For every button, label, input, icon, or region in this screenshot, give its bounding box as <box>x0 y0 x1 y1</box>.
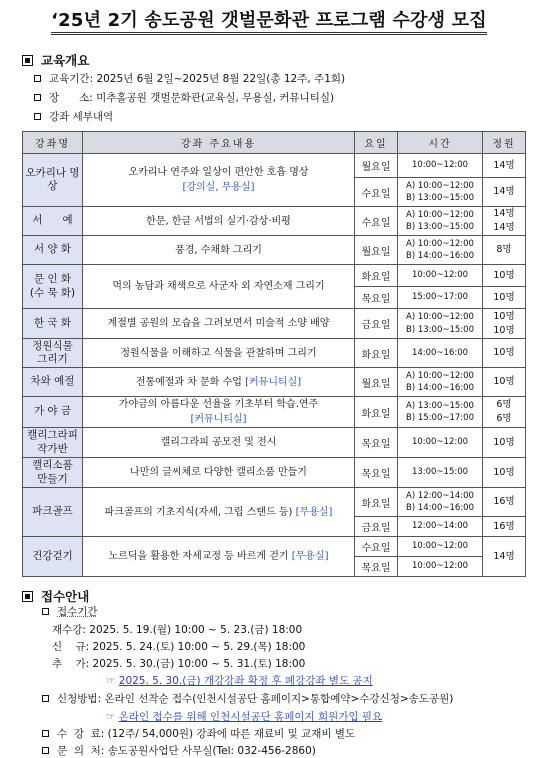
course-desc: 캘리그라피 공모전 및 전시 <box>83 428 355 458</box>
course-day: 목요일 <box>355 428 398 458</box>
course-name: 서 양 화 <box>23 236 83 265</box>
course-desc: 먹의 농담과 채색으로 사군자 외 자연소재 그리기 <box>83 265 355 309</box>
table-row <box>23 154 526 178</box>
course-desc: 가야금의 아름다운 선율을 기초부터 학습.연주 [커뮤니티실] <box>83 397 355 428</box>
header-course-desc: 강좌 주요내용 <box>83 132 355 154</box>
overview-period: 교육기간: 2025년 6월 2일~2025년 8월 22일(총 12주, 주1회) <box>34 71 345 86</box>
course-time: A) 10:00~12:00 B) 13:00~15:00 <box>398 207 483 236</box>
course-capacity: 10명 10명 <box>483 309 526 339</box>
overview-detail: 강좌 세부내역 <box>34 109 113 124</box>
course-time: A) 10:00~12:00 B) 13:00~15:00 <box>398 178 483 207</box>
enroll-contact: 문 의 처: 송도공원사업단 사무실(Tel: 032-456-2860) <box>42 743 316 758</box>
course-time: 10:00~12:00 <box>398 428 483 458</box>
course-day: 목요일 <box>355 287 398 309</box>
small-square-icon <box>42 747 49 754</box>
enroll-method: 신청방법: 온라인 선착순 접수(인천시설공단 홈페이지>통합예약>수강신청>송도공원) <box>42 691 453 706</box>
course-capacity: 10명 <box>483 287 526 309</box>
course-day: 목요일 <box>355 458 398 488</box>
enroll-note1: ☞ 2025. 5. 30.(금) 개강강좌 확정 후 폐강강좌 별도 공지 <box>106 675 373 687</box>
square-bullet-icon <box>22 55 33 66</box>
course-name: 문 인 화 (수 묵 화) <box>23 265 83 309</box>
course-capacity: 10명 <box>483 458 526 488</box>
section-enroll-heading: 접수안내 <box>22 587 89 605</box>
table-row <box>23 428 526 458</box>
course-name: 오카리나 명상 <box>23 154 83 207</box>
table-header-row <box>23 132 526 154</box>
course-capacity: 10명 <box>483 265 526 287</box>
overview-place: 장 소: 미추홀공원 갯벌문화관(교육실, 무용실, 커뮤니티실) <box>34 90 334 105</box>
course-capacity: 14명 <box>483 178 526 207</box>
course-capacity: 6명 6명 <box>483 397 526 428</box>
course-day: 수요일 <box>355 537 398 557</box>
header-day: 요일 <box>355 132 398 154</box>
course-desc: 계절별 공원의 모습을 그려보면서 미술적 소양 배양 <box>83 309 355 339</box>
course-day: 수요일 <box>355 178 398 207</box>
course-day: 금요일 <box>355 517 398 537</box>
course-desc: 풍경, 수채화 그리기 <box>83 236 355 265</box>
course-name: 가 야 금 <box>23 397 83 428</box>
course-name: 파크골프 <box>23 488 83 537</box>
table-row <box>23 397 526 428</box>
course-table <box>22 131 526 577</box>
small-square-icon <box>34 94 41 101</box>
course-name: 서 예 <box>23 207 83 236</box>
course-desc: 나만의 글씨체로 다양한 캘리소품 만들기 <box>83 458 355 488</box>
table-row <box>23 207 526 236</box>
course-day: 화요일 <box>355 265 398 287</box>
course-day: 월요일 <box>355 368 398 397</box>
table-row <box>23 488 526 517</box>
course-capacity: 10명 <box>483 368 526 397</box>
enroll-re: 재수강: 2025. 5. 19.(월) 10:00 ~ 5. 23.(금) 18:00 <box>52 624 303 636</box>
header-course-name: 강좌명 <box>23 132 83 154</box>
enroll-note2: ☞ 온라인 접수를 위해 인천시설공단 홈페이지 회원가입 필요 <box>106 711 383 723</box>
course-day: 화요일 <box>355 397 398 428</box>
page-title: ‘25년 2기 송도공원 갯벌문화관 프로그램 수강생 모집 <box>0 6 538 32</box>
enroll-add: 추 가: 2025. 5. 30.(금) 10:00 ~ 5. 31.(토) 18:00 <box>52 658 306 670</box>
course-time: 10:00~12:00 <box>398 154 483 178</box>
table-row <box>23 236 526 265</box>
pointing-hand-icon: ☞ <box>106 711 116 723</box>
course-name: 건강걷기 <box>23 537 83 577</box>
course-desc: 정원식물을 이해하고 식물을 관찰하며 그리기 <box>83 339 355 368</box>
course-name: 차와 예절 <box>23 368 83 397</box>
course-time: 12:00~14:00 <box>398 517 483 537</box>
small-square-icon <box>34 113 41 120</box>
course-desc: 노르딕을 활용한 자세교정 등 바르게 걷기 [무용실] <box>83 537 355 577</box>
course-time: A) 13:00~15:00 B) 15:00~17:00 <box>398 397 483 428</box>
course-time: 13:00~15:00 <box>398 458 483 488</box>
course-day: 월요일 <box>355 236 398 265</box>
course-time: A) 10:00~12:00 B) 14:00~16:00 <box>398 368 483 397</box>
table-row <box>23 339 526 368</box>
course-day: 화요일 <box>355 488 398 517</box>
course-time: 15:00~17:00 <box>398 287 483 309</box>
small-square-icon <box>42 695 49 702</box>
course-capacity: 16명 <box>483 488 526 517</box>
course-capacity: 14명 <box>483 154 526 178</box>
course-time: 14:00~16:00 <box>398 339 483 368</box>
course-capacity: 14명 <box>483 537 526 577</box>
course-desc: 오카리나 연주와 일상이 편안한 호흡 명상 [강의실, 무용실] <box>83 154 355 207</box>
table-row <box>23 368 526 397</box>
course-name: 캘리그라피 작가반 <box>23 428 83 458</box>
course-capacity: 10명 <box>483 428 526 458</box>
table-row <box>23 309 526 339</box>
course-desc: 파크골프의 기초지식(자세, 그립 스탠드 등) [무용실] <box>83 488 355 537</box>
course-time: 10:00~12:00 <box>398 537 483 557</box>
table-row <box>23 458 526 488</box>
enroll-fee: 수 강 료: (12주/ 54,000원) 강좌에 따른 재료비 및 교재비 별도 <box>42 726 355 741</box>
course-time: 10:00~12:00 <box>398 265 483 287</box>
course-desc: 한문, 한글 서법의 실기·감상·비평 <box>83 207 355 236</box>
enroll-period-label: 접수기간 <box>42 604 98 619</box>
table-row <box>23 265 526 287</box>
course-day: 화요일 <box>355 339 398 368</box>
course-desc: 전통예절과 차 문화 수업 [커뮤니티실] <box>83 368 355 397</box>
course-time: A) 12:00~14:00 B) 14:00~16:00 <box>398 488 483 517</box>
course-capacity: 16명 <box>483 517 526 537</box>
course-capacity: 14명 14명 <box>483 207 526 236</box>
course-time: A) 10:00~12:00 B) 14:00~16:00 <box>398 236 483 265</box>
course-time: A) 10:00~12:00 B) 13:00~15:00 <box>398 309 483 339</box>
header-capacity: 정원 <box>483 132 526 154</box>
course-day: 목요일 <box>355 557 398 577</box>
course-day: 월요일 <box>355 154 398 178</box>
section-overview-heading: 교육개요 <box>22 51 89 69</box>
course-capacity: 10명 <box>483 339 526 368</box>
course-day: 수요일 <box>355 207 398 236</box>
small-square-icon <box>42 730 49 737</box>
course-time: 10:00~12:00 <box>398 557 483 577</box>
square-bullet-icon <box>22 591 33 602</box>
course-name: 정원식물 그리기 <box>23 339 83 368</box>
course-day: 금요일 <box>355 309 398 339</box>
small-square-icon <box>42 608 49 615</box>
table-row <box>23 537 526 557</box>
small-square-icon <box>34 75 41 82</box>
header-time: 시간 <box>398 132 483 154</box>
course-name: 한 국 화 <box>23 309 83 339</box>
course-name: 캘리소품 만들기 <box>23 458 83 488</box>
pointing-hand-icon: ☞ <box>106 675 116 687</box>
enroll-new: 신 규: 2025. 5. 24.(토) 10:00 ~ 5. 29.(목) 18:00 <box>52 641 306 653</box>
course-capacity: 8명 <box>483 236 526 265</box>
